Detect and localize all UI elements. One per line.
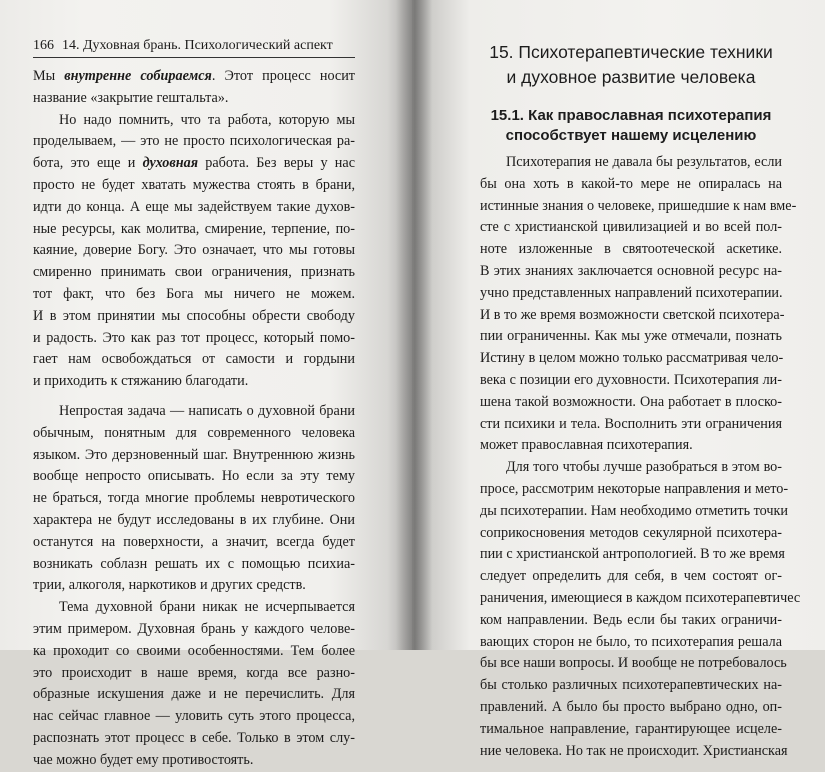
text-line [33,554,355,576]
section-title-line: способствует нашему исцелению [505,127,757,144]
line-text: тот факт, что без Бога мы ничего не можем. [33,285,355,302]
line-text: сти психики и тела. Восполнить эти ограничения [480,415,782,432]
line-text: следует определить для себя, в чем состоят ог- [480,568,782,585]
right-body-text [480,152,801,762]
text-line [480,501,788,523]
text-line [33,401,355,423]
text-line [480,283,782,305]
line-text: И в этом принятии мы способны обрести свободу [33,307,355,324]
chapter-title [480,40,782,90]
page-number: 166 [33,38,54,53]
line-text: истинные знания о человеке, пришедшие к нам вме- [480,197,797,214]
text-line [480,610,782,632]
section-title-line: 15.1. Как православная психотерапия [490,107,772,124]
line-text: это происходит в наше время, когда все разно- [33,664,355,681]
line-text: ды психотерапии. Нам необходимо отметить точки [480,502,788,519]
text-line [480,523,782,545]
line-text: трии, алкоголя, наркотиков и других средств. [33,577,306,594]
text-line [480,326,782,348]
text-line [33,488,355,510]
line-text: возникать соблазн решать их с помощью психиа- [33,555,355,572]
text-line [480,174,782,196]
line-text: Но надо помнить, что та работа, которую мы [59,111,355,128]
line-text: гает нам освобождаться от самости и гордыни [33,351,355,368]
text-line [480,479,789,501]
text-line [33,684,355,706]
text-line [33,328,355,350]
line-text: пии ограниченны. Как мы уже отмечали, познать [480,328,782,345]
text-line [33,175,355,197]
line-text: смиренно принимать свои ограничения, признать [33,264,355,281]
line-text: вообще непросто описывать. Но если за эту тему [33,468,355,485]
text-line [480,348,782,370]
line-text: останутся на поверхности, а значит, всегда будет [33,533,355,550]
text-line [33,240,355,262]
text-line [33,371,355,393]
line-text: работа. Без веры у нас [198,155,355,172]
line-text: не браться, тогда многие проблемы невротического [33,490,355,507]
text-line [480,392,782,414]
text-line [33,423,355,445]
text-line [33,131,355,153]
chapter-title-line: и духовное развитие человека [506,67,756,87]
line-text: века с позиции его духовности. Психотерапия ли- [480,371,782,388]
text-line [33,597,355,619]
text-line [480,719,782,741]
text-line [33,306,355,328]
line-text: идти до конца. А еще мы задействуем такие духов- [33,198,355,215]
text-line [33,445,355,467]
text-line [33,284,355,306]
line-text: название «закрытие гештальта». [33,89,229,106]
paragraph-gap [33,393,355,401]
line-text: может православная психотерапия. [480,437,693,454]
text-line [33,750,355,772]
text-line [33,153,355,175]
emphasized-text: внутренне собираемся [64,68,212,84]
line-text: ние человека. Но так не происходит. Христианская [480,742,788,759]
text-line [480,632,782,654]
line-text: Психотерапия не давала бы результатов, если [506,154,782,170]
line-text: тимальное направление, гарантирующее исцеле- [480,720,782,737]
text-line [480,370,782,392]
left-page [0,0,412,768]
text-line [33,706,355,728]
line-text: Для того чтобы лучше разобраться в этом во- [506,459,782,476]
text-line [480,544,785,566]
line-text: характера не будут исследованы в их глубине. Они [33,511,355,528]
line-text: вающих сторон не было, то психотерапия решала [480,633,782,650]
line-text: учно представленных направлений психотерапии. [480,284,783,301]
text-line [33,619,355,641]
line-text: И в то же время возможности светской психотера- [480,306,785,323]
line-text: пии с христианской антропологией. В то же время [480,546,785,563]
line-text: обычным, понятным для современного человека [33,424,355,441]
text-line [480,305,785,327]
text-line [33,349,355,371]
line-text: бота, это еще и [33,155,143,172]
text-line [480,261,782,283]
line-text: проделываем, — это не просто психологическая ра- [33,133,355,150]
text-line [33,66,355,88]
chapter-title-line: 15. Психотерапевтические техники [489,42,773,62]
line-text: просе, рассмотрим некоторые направления и мето- [480,480,789,497]
line-text: правлений. А было бы просто выбрано одно, оп- [480,698,782,715]
text-line [33,110,355,132]
text-line [480,152,782,174]
line-text: В этих знаниях заключается основной ресурс на- [480,262,782,279]
line-text: соприкосновения методов секулярной психотера- [480,524,782,541]
text-line [480,675,782,697]
text-line [480,697,782,719]
line-text: и приходить к стяжанию благодати. [33,373,249,390]
line-text: ка проходит со своими особенностями. Тем более [33,642,355,659]
line-text: . Этот процесс носит [211,68,356,84]
line-text: чае можно будет ему противостоять. [33,751,254,768]
line-text: ком направлении. Ведь если бы таких ограничи- [480,611,782,628]
text-line [480,457,782,479]
text-line [480,741,788,763]
line-text: образные искушения даже и не перечислить. Для [33,686,355,703]
text-line [33,641,355,663]
text-line [33,532,355,554]
line-text: Мы [33,68,65,84]
line-text: и радость. Это как раз тот процесс, который помо- [33,329,355,346]
text-line [33,88,355,110]
text-line [480,196,797,218]
running-head-title: 14. Духовная брань. Психологический аспект [62,38,333,53]
text-line [33,466,355,488]
line-text: раничения, имеющиеся в каждом психотерапевтичес [480,589,801,606]
text-line [480,653,787,675]
line-text: каяние, доверие Богу. Это означает, что мы готовы [33,242,355,259]
text-line [33,262,355,284]
line-text: Непростая задача — написать о духовной брани [59,402,355,419]
text-line [480,217,782,239]
text-line [480,566,782,588]
line-text: этим примером. Духовная брань у каждого челове- [33,620,355,637]
emphasized-text: духовная [142,155,199,172]
text-line [33,575,355,597]
line-text: ноте изложенные в святоотеческой аскетике. [480,241,782,258]
line-text: Истину в целом можно только рассматривая чело- [480,350,784,367]
line-text: бы она хоть в какой-то мере не опиралась на [480,175,782,192]
text-line [33,510,355,532]
line-text: Тема духовной брани никак не исчерпывается [59,599,355,616]
text-line [33,219,355,241]
line-text: шена такой возможности. Она работает в плоско- [480,393,782,410]
line-text: распознать этот процесс в себе. Только в этом слу- [33,729,355,746]
running-head [33,38,355,58]
line-text: сте с христианской цивилизацией и во всей пол- [480,219,782,236]
line-text: ные ресурсы, как молитва, смирение, терпение, по- [33,220,355,237]
book-gutter [396,0,432,650]
section-title [480,106,782,146]
text-line [480,414,782,436]
text-line [480,239,782,261]
text-line [33,663,355,685]
text-line [33,197,355,219]
line-text: языком. Это дерзновенный шаг. Внутреннюю жизнь [33,446,355,463]
left-body-text [33,66,355,772]
text-line [480,435,782,457]
line-text: бы все наши вопросы. И вообще не потребовалось [480,655,787,672]
text-line [33,728,355,750]
line-text: бы столько различных психотерапевтических на- [480,677,782,694]
line-text: нас сейчас главное — уловить суть этого процесса, [33,708,355,725]
text-line [480,588,801,610]
line-text: просто не будет хватать мужества стоять в брани, [33,176,355,193]
